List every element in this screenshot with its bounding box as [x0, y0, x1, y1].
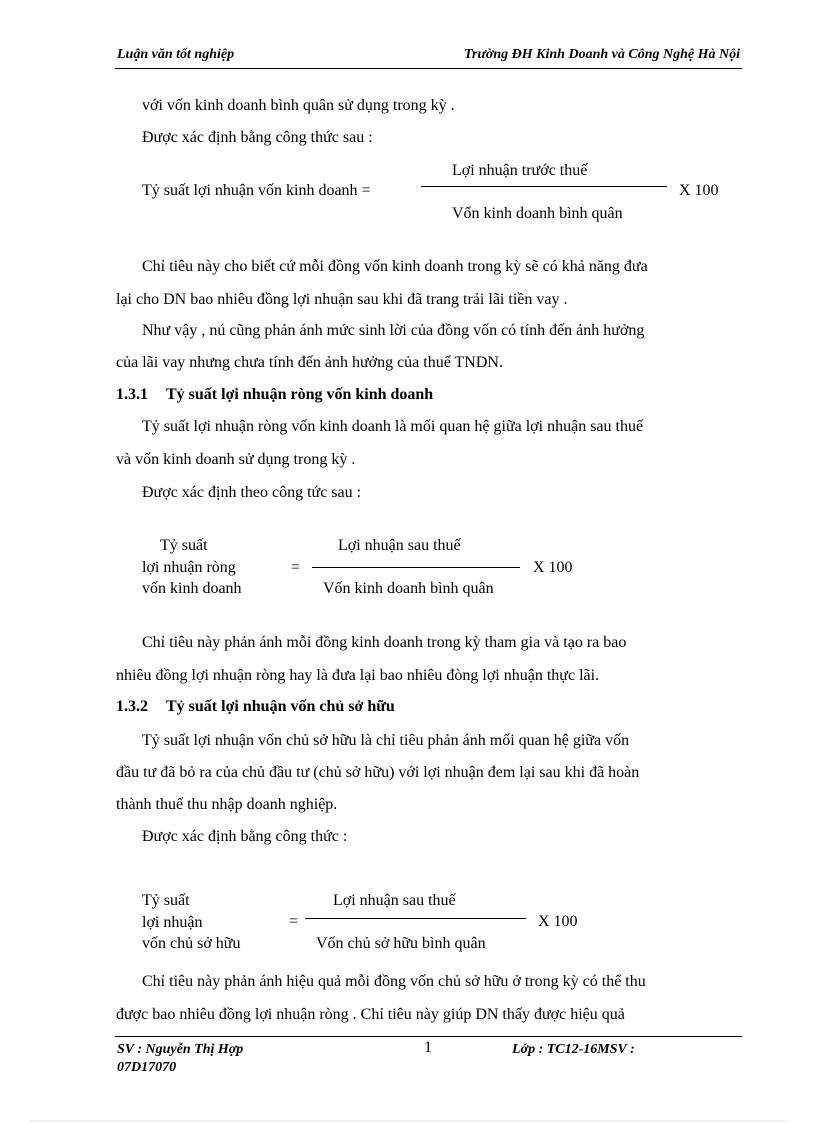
formula-multiplier: X 100: [679, 182, 719, 199]
formula-denominator: Vốn kinh doanh bình quân: [452, 205, 623, 222]
footer-student-id: 07D17070: [117, 1060, 177, 1075]
formula-label: Tỷ suất lợi nhuận vốn kinh doanh =: [142, 182, 371, 199]
text-line: với vốn kinh doanh bình quân sử dụng trong kỳ .: [142, 97, 455, 114]
text-line: Chỉ tiêu này phản ánh hiệu quả mỗi đồng vốn chủ sở hữu ở trong kỳ có thể thu: [142, 973, 646, 990]
text-line: Như vậy , nú cũng phản ánh mức sinh lời của đồng vốn có tính đến ảnh hưởng: [142, 322, 645, 339]
page-number: 1: [424, 1039, 432, 1056]
formula-multiplier: X 100: [538, 913, 578, 930]
section-title: Tỷ suất lợi nhuận ròng vốn kinh doanh: [166, 386, 434, 403]
text-line: Tỷ suất lợi nhuận ròng vốn kinh doanh là mối quan hệ giữa lợi nhuận sau thuế: [142, 418, 644, 435]
footer-student-name: SV : Nguyễn Thị Hợp: [117, 1042, 244, 1057]
fraction-bar: [305, 918, 526, 919]
formula-equals: =: [291, 559, 301, 576]
text-line: của lãi vay nhưng chưa tính đến ảnh hưởng của thuế TNDN.: [116, 354, 503, 371]
text-line: Được xác định bằng công thức :: [142, 828, 348, 845]
formula-numerator: Lợi nhuận trước thuế: [452, 162, 588, 179]
section-heading-1-3-1: [116, 379, 433, 411]
header-thesis-label: Luận văn tốt nghiệp: [117, 47, 235, 62]
header-rule: [115, 68, 742, 69]
section-number: 1.3.1: [116, 386, 148, 403]
formula-numerator: Lợi nhuận sau thuế: [333, 892, 456, 909]
formula-equals: =: [289, 913, 299, 930]
page-edge-divider: [30, 1120, 786, 1121]
text-line: đầu tư đã bỏ ra của chủ đầu tư (chủ sở hữu) với lợi nhuận đem lại sau khi đã hoàn: [116, 764, 640, 781]
formula-numerator: Lợi nhuận sau thuế: [338, 537, 461, 554]
formula-label: Tỷ suất: [142, 892, 190, 909]
formula-multiplier: X 100: [533, 559, 573, 576]
formula-label: lợi nhuận: [142, 914, 203, 931]
formula-label: lợi nhuận ròng: [142, 559, 236, 576]
page-header: [115, 47, 742, 67]
header-university: Trường ĐH Kinh Doanh và Công Nghệ Hà Nội: [464, 47, 740, 62]
footer-class: Lớp : TC12-16MSV :: [512, 1042, 635, 1057]
footer-rule: [115, 1036, 742, 1037]
formula-label: vốn kinh doanh: [142, 580, 242, 597]
text-line: được bao nhiêu đồng lợi nhuận ròng . Chỉ tiêu này giúp DN thấy được hiệu quả: [116, 1006, 625, 1023]
text-line: Tỷ suất lợi nhuận vốn chủ sở hữu là chỉ tiêu phản ánh mối quan hệ giữa vốn: [142, 732, 630, 749]
text-line: thành thuế thu nhập doanh nghiệp.: [116, 796, 338, 813]
fraction-bar: [312, 567, 520, 568]
text-line: nhiêu đồng lợi nhuận ròng hay là đưa lại bao nhiêu đòng lợi nhuận thực lãi.: [116, 667, 600, 684]
formula-denominator: Vốn chủ sở hữu bình quân: [316, 935, 486, 952]
text-line: Được xác định theo công tức sau :: [142, 484, 362, 501]
text-line: Chỉ tiêu này phản ánh mỗi đồng kinh doanh trong kỳ tham gia và tạo ra bao: [142, 634, 627, 651]
formula-denominator: Vốn kinh doanh bình quân: [323, 580, 494, 597]
text-line: lại cho DN bao nhiêu đồng lợi nhuận sau khi đã trang trải lãi tiền vay .: [116, 291, 568, 308]
formula-label: vốn chủ sở hữu: [142, 935, 241, 952]
section-number: 1.3.2: [116, 698, 148, 715]
formula-label: Tỷ suất: [160, 537, 208, 554]
text-line: và vốn kinh doanh sử dụng trong kỳ .: [116, 451, 356, 468]
text-line: Được xác định bằng công thức sau :: [142, 129, 373, 146]
text-line: Chỉ tiêu này cho biết cứ mỗi đồng vốn kinh doanh trong kỳ sẽ có khả năng đưa: [142, 258, 648, 275]
section-title: Tỷ suất lợi nhuận vốn chủ sở hữu: [166, 698, 395, 715]
fraction-bar: [421, 186, 667, 187]
section-heading-1-3-2: [116, 691, 395, 723]
